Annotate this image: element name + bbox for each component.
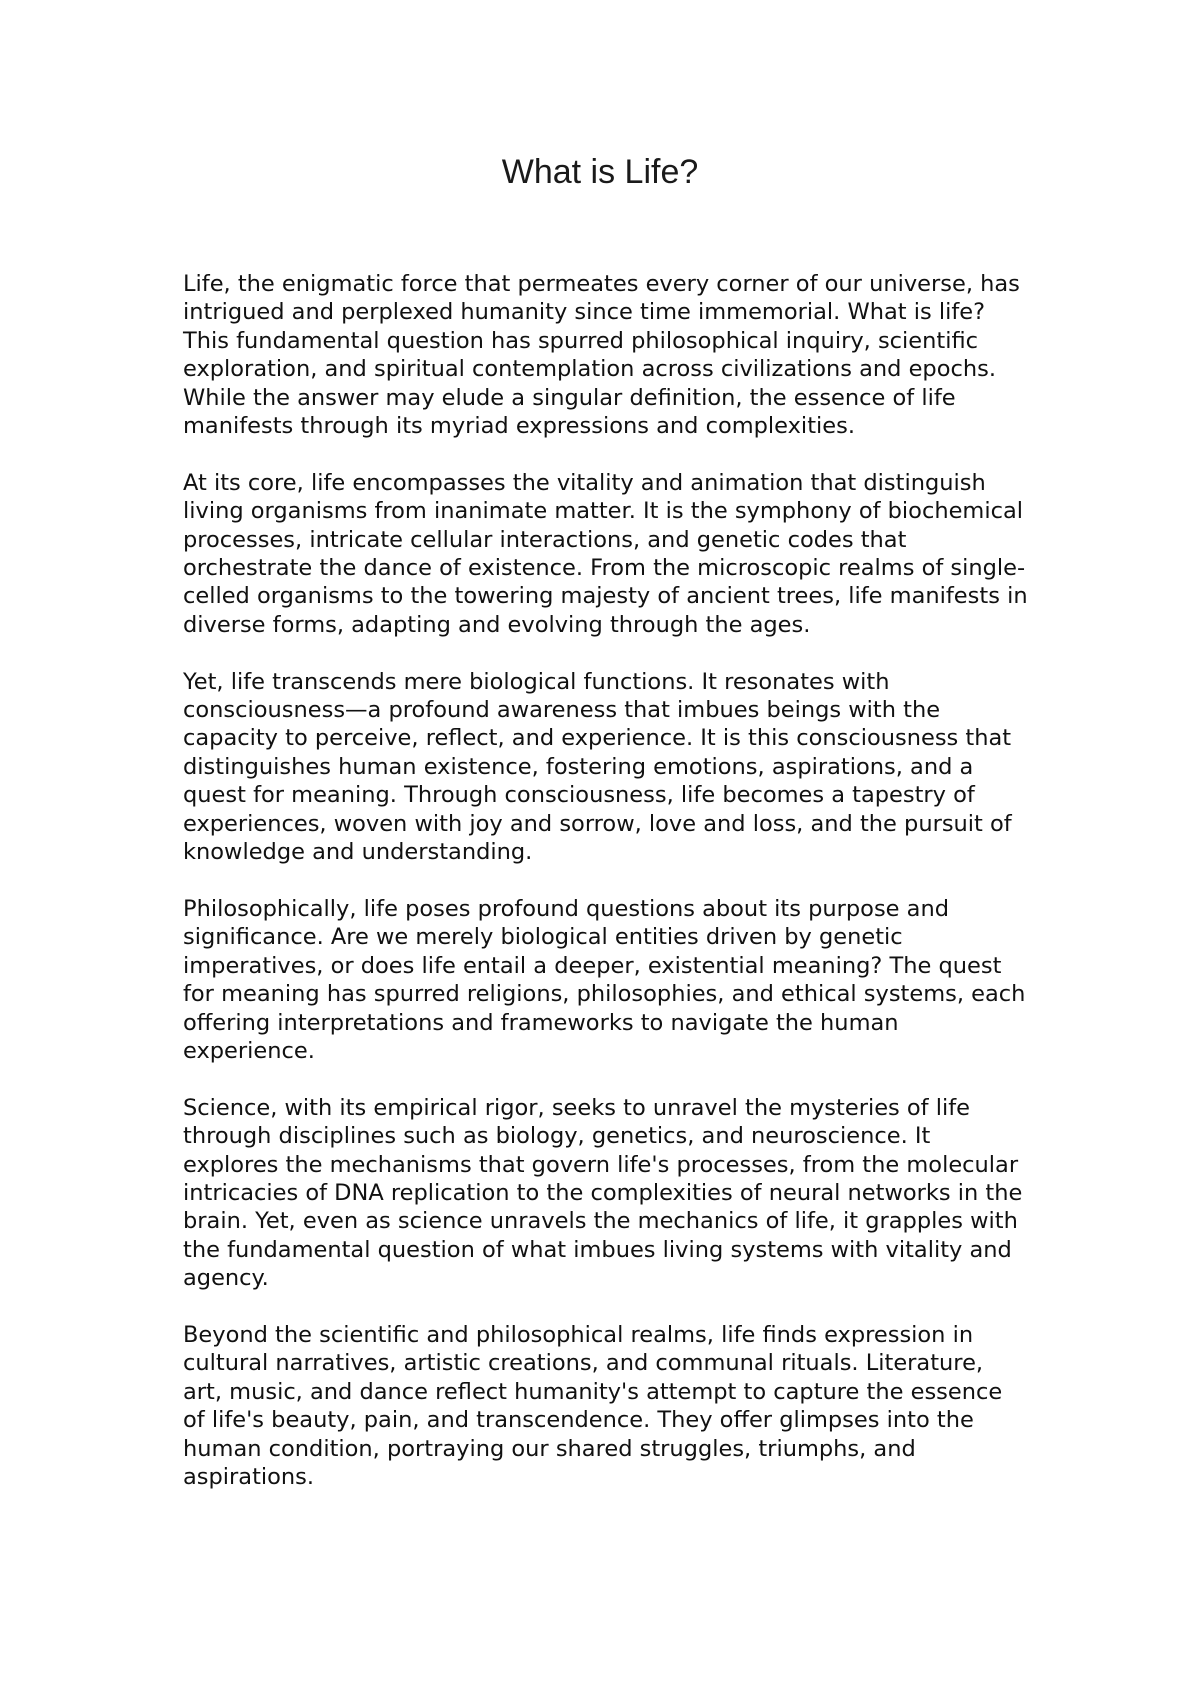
paragraph-1: Life, the enigmatic force that permeates every corner of our universe, has intrigued and perplexed humanity since time immemorial. What is life? This fundamental question has spurred philosophical inquiry, scientific exploration, and spiritual contemplation across civilizations and epochs. While the answer may elude a singular definition, the essence of life manifests through its myriad expressions and complexities. [183,271,1020,440]
paragraph-5: Science, with its empirical rigor, seeks to unravel the mysteries of life through disciplines such as biology, genetics, and neuroscience. It explores the mechanisms that govern life's processes, from the molecular intricacies of DNA replication to the complexities of neural networks in the brain. Yet, even as science unravels the mechanics of life, it grapples with the fundamental question of what imbues living systems with vitality and agency. [183,1094,1023,1292]
document-body [183,270,1028,1520]
paragraph-3: Yet, life transcends mere biological functions. It resonates with consciousness—a profound awareness that imbues beings with the capacity to perceive, reflect, and experience. It is this consciousness that distinguishes human existence, fostering emotions, aspirations, and a quest for meaning. Through consciousness, life becomes a tapestry of experiences, woven with joy and sorrow, love and loss, and the pursuit of knowledge and understanding. [183,668,1012,866]
document-title: What is Life? [501,153,699,191]
paragraph-6: Beyond the scientific and philosophical realms, life finds expression in cultural narratives, artistic creations, and communal rituals. Literature, art, music, and dance reflect humanity's attempt to capture the essence of life's beauty, pain, and transcendence. They offer glimpses into the human condition, portraying our shared struggles, triumphs, and aspirations. [183,1321,1003,1490]
paragraph-2: At its core, life encompasses the vitality and animation that distinguish living organisms from inanimate matter. It is the symphony of biochemical processes, intricate cellular interactions, and genetic codes that orchestrate the dance of existence. From the microscopic realms of single-celled organisms to the towering majesty of ancient trees, life manifests in diverse forms, adapting and evolving through the ages. [183,469,1028,638]
paragraph-4: Philosophically, life poses profound questions about its purpose and significance. Are we merely biological entities driven by genetic imperatives, or does life entail a deeper, existential meaning? The quest for meaning has spurred religions, philosophies, and ethical systems, each offering interpretations and frameworks to navigate the human experience. [183,895,1026,1064]
